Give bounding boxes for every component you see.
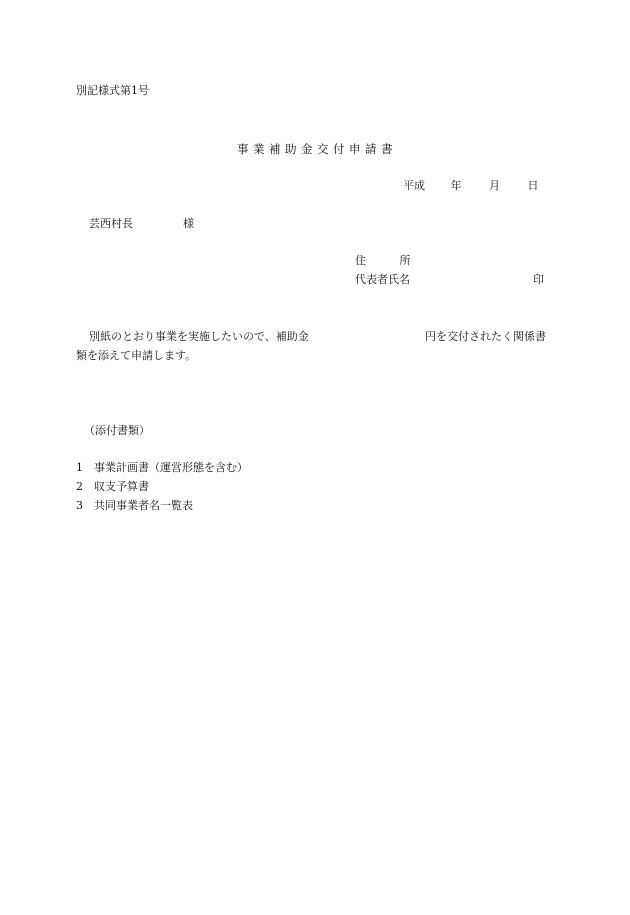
document-title: 事業補助金交付申請書	[237, 142, 397, 156]
addressee-honorific: 様	[183, 217, 194, 230]
date-line	[403, 179, 539, 193]
attachments-heading: （添付書類）	[84, 424, 150, 437]
addressee-name: 芸西村長	[89, 217, 133, 230]
attachment-item	[76, 480, 149, 494]
attachment-item	[76, 499, 193, 513]
address-label-part2: 所	[399, 254, 411, 267]
form-number: 別記様式第1号	[76, 84, 149, 97]
date-day-unit: 日	[527, 179, 539, 192]
body-line-2: 類を添えて申請します。	[76, 349, 197, 362]
attachment-label: 収支予算書	[94, 480, 149, 493]
attachment-number: 3	[76, 499, 83, 512]
attachment-item	[76, 461, 248, 475]
body-line-1-end: 円を交付されたく関係書	[425, 330, 546, 343]
date-era: 平成	[403, 179, 425, 192]
body-line-1-start: 別紙のとおり事業を実施したいので、補助金	[89, 330, 309, 343]
seal-mark: 印	[533, 273, 544, 286]
date-month-unit: 月	[489, 179, 500, 192]
attachment-number: 1	[76, 461, 83, 474]
address-label	[355, 254, 411, 268]
address-label-part1: 住	[355, 254, 366, 267]
attachment-label: 事業計画書（運営形態を含む）	[94, 461, 248, 474]
attachment-label: 共同事業者名一覧表	[94, 499, 193, 512]
attachment-number: 2	[76, 480, 83, 493]
date-year-unit: 年	[450, 179, 462, 192]
representative-label: 代表者氏名	[355, 273, 410, 286]
